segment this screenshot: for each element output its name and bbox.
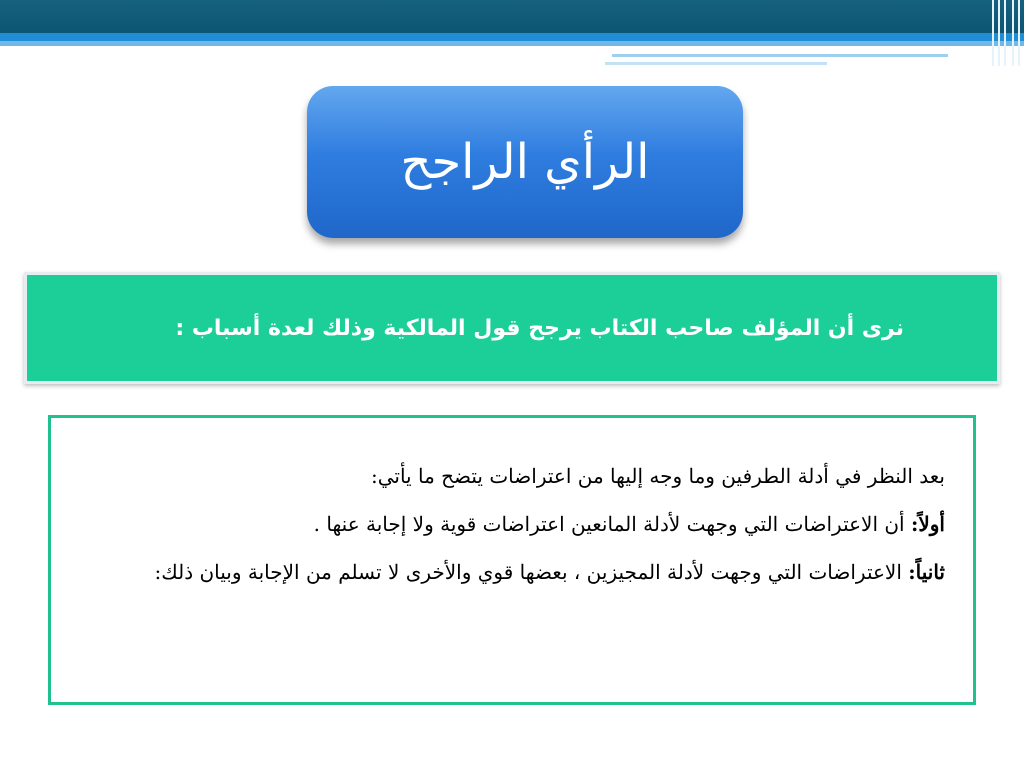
- header-bar-dark: [0, 0, 1024, 33]
- header-accent-line-short: [605, 62, 827, 65]
- banner-text: نرى أن المؤلف صاحب الكتاب يرجح قول المالكية وذلك لعدة أسباب :: [175, 315, 904, 341]
- banner: [24, 272, 1000, 384]
- paragraph-second-text: الاعتراضات التي وجهت لأدلة المجيزين ، بعضها قوي والأخرى لا تسلم من الإجابة وبيان ذلك:: [154, 560, 909, 584]
- paragraph-intro-text: بعد النظر في أدلة الطرفين وما وجه إليها من اعتراضات يتضح ما يأتي:: [370, 464, 945, 488]
- slide-title: الرأي الراجح: [400, 134, 650, 190]
- content-box: [48, 415, 976, 705]
- paragraph-first-lead: أولاً:: [910, 512, 945, 536]
- paragraph-second: [85, 548, 945, 596]
- paragraph-first-text: أن الاعتراضات التي وجهت لأدلة المانعين اعتراضات قوية ولا إجابة عنها .: [313, 512, 911, 536]
- header-vertical-lines: [988, 0, 1024, 66]
- paragraph-second-lead: ثانياً:: [908, 560, 945, 584]
- paragraph-first: [85, 500, 945, 548]
- paragraph-intro: [85, 452, 945, 500]
- title-box: [307, 86, 743, 238]
- header-accent-line: [612, 54, 948, 57]
- header-bar-light: [0, 41, 1024, 46]
- header-bar-blue: [0, 33, 1024, 41]
